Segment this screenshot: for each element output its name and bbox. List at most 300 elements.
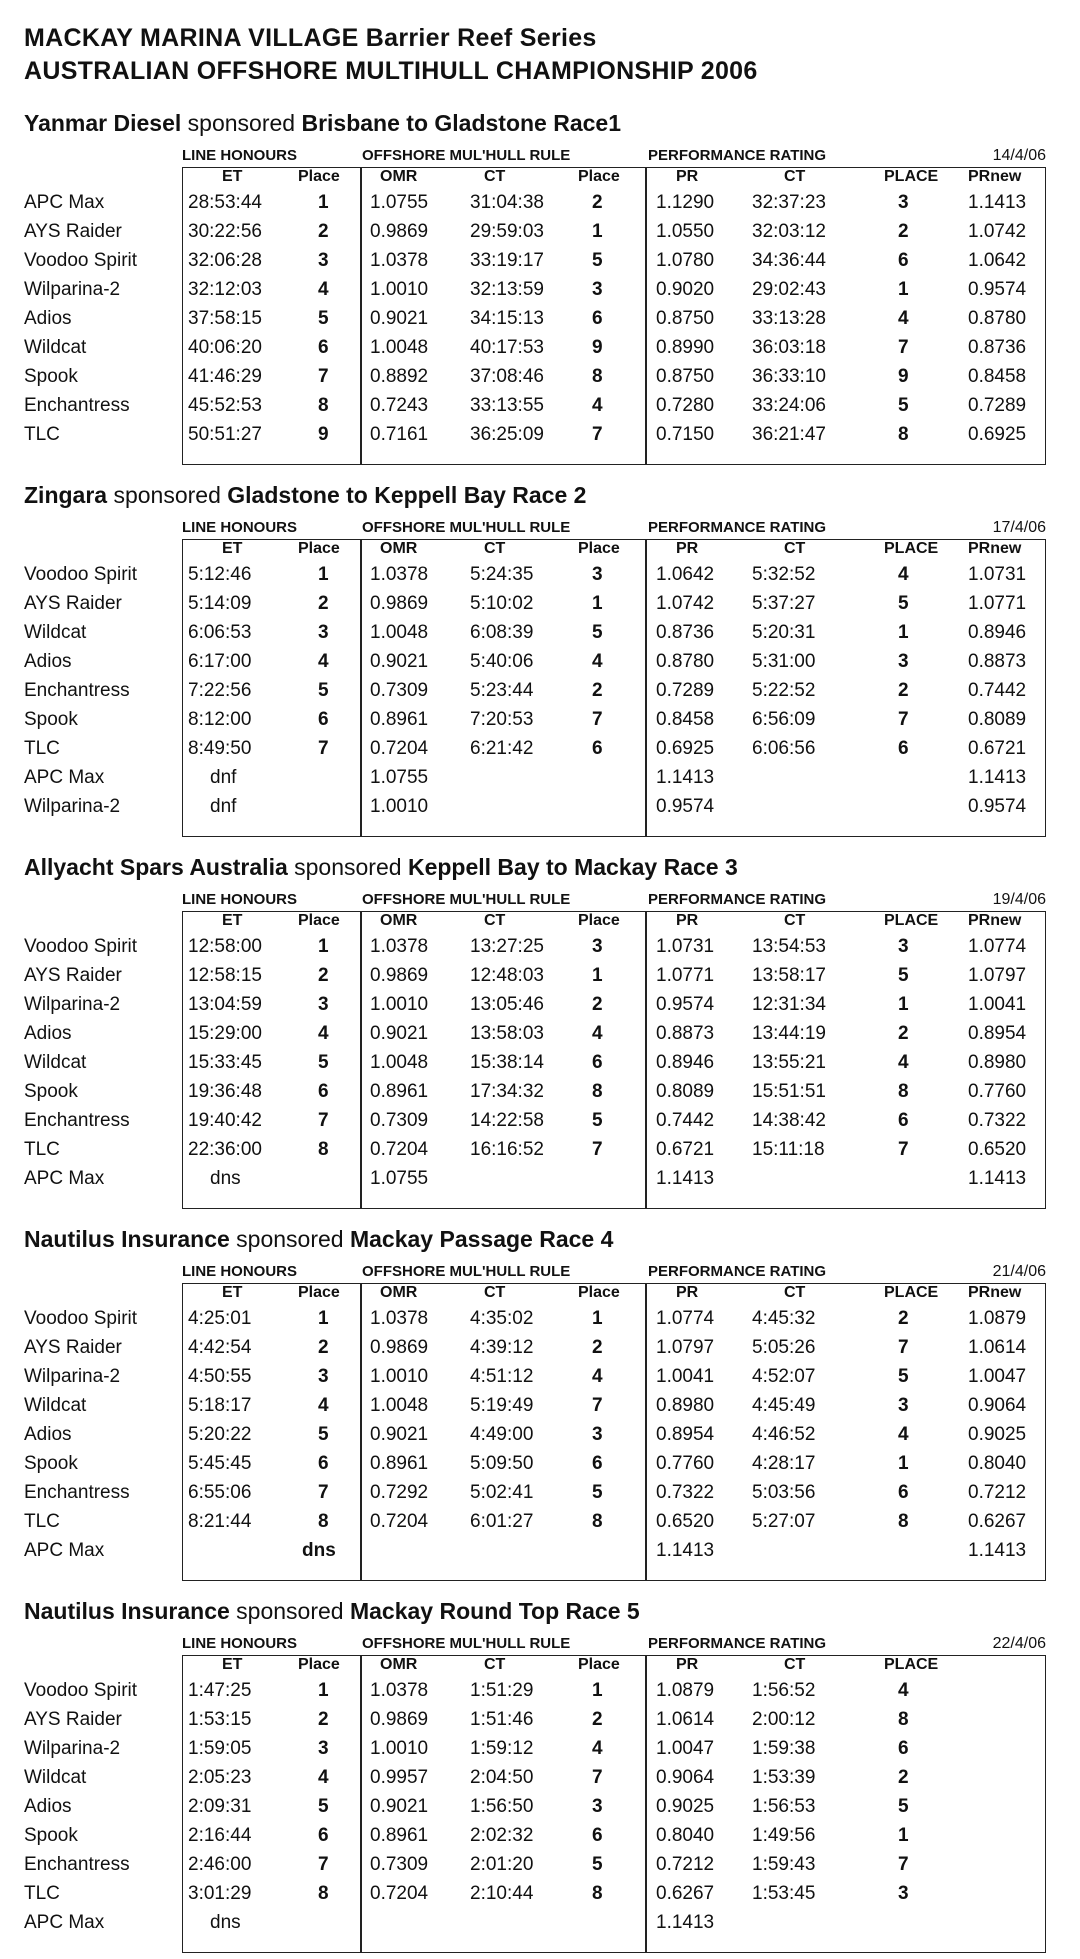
- col-header-omr: OMR: [380, 1656, 418, 1673]
- cell-ct1: 5:09:50: [470, 1453, 534, 1474]
- cell-pp: 5: [898, 1366, 909, 1387]
- table-row: [0, 1081, 1080, 1110]
- race-sponsor: Nautilus Insurance: [24, 1598, 230, 1624]
- cell-pp: 6: [898, 738, 909, 759]
- col-header-ct: CT: [484, 1284, 506, 1301]
- cell-op: 3: [592, 1796, 603, 1817]
- cell-lp: 8: [318, 1511, 329, 1532]
- table-row: [0, 1110, 1080, 1139]
- cell-ct1: 5:02:41: [470, 1482, 534, 1503]
- cell-pp: 7: [898, 1139, 909, 1160]
- table-row: [0, 250, 1080, 279]
- race-heading: [24, 482, 586, 509]
- cell-prn: 0.7442: [968, 680, 1027, 701]
- cell-prn: 0.9025: [968, 1424, 1027, 1445]
- cell-op: 3: [592, 936, 603, 957]
- cell-et: 6:06:53: [188, 622, 252, 643]
- cell-omr: 0.9957: [370, 1767, 429, 1788]
- col-header-pplace: PLACE: [884, 1656, 939, 1673]
- cell-pp: 3: [898, 192, 909, 213]
- cell-omr: 0.8961: [370, 1453, 429, 1474]
- table-row: [0, 366, 1080, 395]
- cell-pr: 1.1413: [656, 1540, 715, 1561]
- cell-et: 5:12:46: [188, 564, 252, 585]
- cell-et: 4:50:55: [188, 1366, 252, 1387]
- race-sponsored-label: sponsored: [236, 1598, 344, 1624]
- cell-pp: 5: [898, 395, 909, 416]
- cell-omr: 1.0010: [370, 1366, 429, 1387]
- cell-prn: 1.0041: [968, 994, 1027, 1015]
- cell-omr: 0.9021: [370, 1023, 429, 1044]
- cell-pr: 0.7212: [656, 1854, 715, 1875]
- table-row: [0, 1052, 1080, 1081]
- cell-prn: 1.1413: [968, 1168, 1027, 1189]
- race-sponsor: Yanmar Diesel: [24, 110, 182, 136]
- cell-boat: Enchantress: [24, 1110, 130, 1131]
- cell-pp: 1: [898, 994, 909, 1015]
- cell-ct1: 1:59:12: [470, 1738, 534, 1759]
- cell-pr: 0.7442: [656, 1110, 715, 1131]
- cell-et: 2:46:00: [188, 1854, 252, 1875]
- cell-pr: 1.0642: [656, 564, 715, 585]
- cell-omr: 1.0010: [370, 1738, 429, 1759]
- cell-et: 30:22:56: [188, 221, 262, 242]
- cell-et: 5:18:17: [188, 1395, 252, 1416]
- table-row: [0, 279, 1080, 308]
- cell-pp: 4: [898, 308, 909, 329]
- cell-boat: Enchantress: [24, 680, 130, 701]
- cell-op: 6: [592, 1052, 603, 1073]
- cell-ct2: 6:56:09: [752, 709, 816, 730]
- table-row: [0, 651, 1080, 680]
- cell-boat: Wilparina-2: [24, 279, 121, 300]
- cell-pr: 0.9574: [656, 994, 715, 1015]
- cell-boat: AYS Raider: [24, 965, 122, 986]
- table-row: [0, 564, 1080, 593]
- cell-pr: 0.7150: [656, 424, 715, 445]
- cell-pp: 8: [898, 1709, 909, 1730]
- cell-omr: 1.0048: [370, 337, 429, 358]
- race-sponsored-label: sponsored: [236, 1226, 344, 1252]
- cell-omr: 1.0755: [370, 192, 429, 213]
- cell-ct2: 5:22:52: [752, 680, 816, 701]
- cell-ct1: 4:35:02: [470, 1308, 534, 1329]
- cell-omr: 0.7243: [370, 395, 429, 416]
- cell-op: 8: [592, 366, 603, 387]
- cell-pp: 2: [898, 1767, 909, 1788]
- cell-prn: 0.6267: [968, 1511, 1027, 1532]
- cell-op: 5: [592, 1482, 603, 1503]
- group-omr: OFFSHORE MUL'HULL RULE: [362, 1263, 571, 1280]
- cell-pp: 1: [898, 1453, 909, 1474]
- cell-prn: 0.8980: [968, 1052, 1027, 1073]
- cell-prn: 0.7212: [968, 1482, 1027, 1503]
- race-number: Race 3: [663, 854, 738, 880]
- cell-op: 4: [592, 651, 603, 672]
- cell-et: dns: [210, 1912, 241, 1933]
- cell-prn: 0.6925: [968, 424, 1027, 445]
- cell-prn: 1.0797: [968, 965, 1027, 986]
- cell-op: 3: [592, 564, 603, 585]
- cell-prn: 0.9064: [968, 1395, 1027, 1416]
- race-route: Keppell Bay to Mackay: [407, 854, 658, 880]
- cell-boat: APC Max: [24, 767, 105, 788]
- cell-ct2: 33:13:28: [752, 308, 826, 329]
- cell-omr: 1.0755: [370, 767, 429, 788]
- cell-ct1: 33:19:17: [470, 250, 544, 271]
- cell-lp: 3: [318, 250, 329, 271]
- cell-ct1: 13:05:46: [470, 994, 544, 1015]
- race-sponsor: Allyacht Spars Australia: [24, 854, 288, 880]
- cell-prn: 0.8458: [968, 366, 1027, 387]
- cell-omr: 1.0755: [370, 1168, 429, 1189]
- cell-lp: 5: [318, 1796, 329, 1817]
- cell-et: 1:47:25: [188, 1680, 252, 1701]
- cell-pr: 1.1413: [656, 767, 715, 788]
- page-title-line1: MACKAY MARINA VILLAGE Barrier Reef Series: [24, 24, 597, 52]
- table-row: [0, 622, 1080, 651]
- cell-boat: Wildcat: [24, 1767, 87, 1788]
- col-header-pplace: PLACE: [884, 1284, 939, 1301]
- cell-et: 32:12:03: [188, 279, 262, 300]
- cell-op: 1: [592, 221, 603, 242]
- cell-boat: Adios: [24, 1796, 72, 1817]
- cell-ct2: 4:46:52: [752, 1424, 816, 1445]
- cell-ct2: 5:31:00: [752, 651, 816, 672]
- cell-et: 41:46:29: [188, 366, 262, 387]
- cell-boat: Voodoo Spirit: [24, 936, 138, 957]
- cell-et: 7:22:56: [188, 680, 252, 701]
- race-sponsor: Zingara: [24, 482, 108, 508]
- cell-pr: 0.8873: [656, 1023, 715, 1044]
- cell-et: 2:05:23: [188, 1767, 252, 1788]
- cell-ct1: 4:39:12: [470, 1337, 534, 1358]
- cell-lp: 7: [318, 1854, 329, 1875]
- cell-omr: 0.7309: [370, 1854, 429, 1875]
- race-number: Race 2: [512, 482, 587, 508]
- race-section: [0, 854, 1080, 1214]
- cell-op: 1: [592, 1680, 603, 1701]
- cell-lp: 7: [318, 1110, 329, 1131]
- col-header-oplace: Place: [578, 912, 620, 929]
- cell-pr: 0.9020: [656, 279, 715, 300]
- col-header-place: Place: [298, 168, 340, 185]
- cell-pr: 0.7322: [656, 1482, 715, 1503]
- cell-pr: 1.0797: [656, 1337, 715, 1358]
- table-row: [0, 1308, 1080, 1337]
- race-section: [0, 482, 1080, 842]
- cell-pr: 0.8946: [656, 1052, 715, 1073]
- cell-pp: 4: [898, 1052, 909, 1073]
- col-header-place: Place: [298, 1656, 340, 1673]
- cell-ct2: 32:37:23: [752, 192, 826, 213]
- cell-et: dnf: [210, 767, 237, 788]
- table-row: [0, 1337, 1080, 1366]
- cell-lp: 5: [318, 308, 329, 329]
- cell-boat: Wildcat: [24, 1052, 87, 1073]
- cell-pp: 3: [898, 1395, 909, 1416]
- cell-lp: 4: [318, 1395, 329, 1416]
- cell-op: 2: [592, 1709, 603, 1730]
- cell-pr: 0.7289: [656, 680, 715, 701]
- cell-ct1: 2:02:32: [470, 1825, 534, 1846]
- cell-boat: Voodoo Spirit: [24, 1680, 138, 1701]
- cell-omr: 0.8961: [370, 1825, 429, 1846]
- cell-op: 4: [592, 395, 603, 416]
- cell-omr: 0.7292: [370, 1482, 429, 1503]
- race-heading: [24, 1226, 613, 1253]
- cell-pp: 1: [898, 622, 909, 643]
- cell-pr: 0.9025: [656, 1796, 715, 1817]
- cell-pr: 0.9064: [656, 1767, 715, 1788]
- group-omr: OFFSHORE MUL'HULL RULE: [362, 147, 571, 164]
- col-header-pr: PR: [676, 168, 699, 185]
- cell-lp: 6: [318, 1081, 329, 1102]
- cell-pr: 1.0879: [656, 1680, 715, 1701]
- cell-omr: 1.0378: [370, 250, 429, 271]
- cell-pp: 8: [898, 1081, 909, 1102]
- cell-lp: 1: [318, 564, 329, 585]
- cell-ct2: 36:03:18: [752, 337, 826, 358]
- col-header-prnew: PRnew: [968, 168, 1022, 185]
- cell-boat: Spook: [24, 709, 78, 730]
- cell-pp: 4: [898, 1680, 909, 1701]
- cell-ct2: 12:31:34: [752, 994, 826, 1015]
- cell-ct1: 1:51:29: [470, 1680, 534, 1701]
- cell-op: 2: [592, 994, 603, 1015]
- cell-boat: APC Max: [24, 1168, 105, 1189]
- cell-op: 2: [592, 1337, 603, 1358]
- cell-ct1: 36:25:09: [470, 424, 544, 445]
- table-row: [0, 1883, 1080, 1912]
- cell-pp: 5: [898, 1796, 909, 1817]
- cell-omr: 0.9869: [370, 221, 429, 242]
- cell-ct2: 5:27:07: [752, 1511, 816, 1532]
- cell-lp: 6: [318, 709, 329, 730]
- cell-boat: APC Max: [24, 192, 105, 213]
- table-row: [0, 1395, 1080, 1424]
- col-header-et: ET: [222, 540, 243, 557]
- cell-ct2: 1:59:38: [752, 1738, 816, 1759]
- cell-et: 5:45:45: [188, 1453, 252, 1474]
- cell-ct2: 4:45:32: [752, 1308, 816, 1329]
- group-performance: PERFORMANCE RATING: [648, 519, 827, 536]
- cell-ct2: 4:28:17: [752, 1453, 816, 1474]
- cell-ct1: 6:21:42: [470, 738, 534, 759]
- cell-omr: 1.0010: [370, 994, 429, 1015]
- group-line-honours: LINE HONOURS: [182, 519, 298, 536]
- cell-pp: 4: [898, 1424, 909, 1445]
- cell-ct1: 5:40:06: [470, 651, 534, 672]
- cell-omr: 1.0048: [370, 1052, 429, 1073]
- col-header-place: Place: [298, 1284, 340, 1301]
- race-section: [0, 1226, 1080, 1586]
- cell-pp: 5: [898, 965, 909, 986]
- cell-pp: 3: [898, 936, 909, 957]
- cell-boat: Spook: [24, 1825, 78, 1846]
- table-row: [0, 221, 1080, 250]
- cell-ct2: 1:56:52: [752, 1680, 816, 1701]
- cell-prn: 1.0879: [968, 1308, 1027, 1329]
- cell-lp: 3: [318, 994, 329, 1015]
- group-line-honours: LINE HONOURS: [182, 891, 298, 908]
- cell-op: 8: [592, 1511, 603, 1532]
- group-performance: PERFORMANCE RATING: [648, 147, 827, 164]
- cell-ct2: 5:03:56: [752, 1482, 816, 1503]
- col-header-ct: CT: [484, 540, 506, 557]
- cell-prn: 1.0771: [968, 593, 1027, 614]
- cell-ct1: 16:16:52: [470, 1139, 544, 1160]
- cell-ct2: 29:02:43: [752, 279, 826, 300]
- col-header-pr: PR: [676, 1284, 699, 1301]
- cell-omr: 1.0378: [370, 936, 429, 957]
- cell-lp: 5: [318, 1052, 329, 1073]
- cell-ct2: 5:37:27: [752, 593, 816, 614]
- table-row: [0, 1796, 1080, 1825]
- cell-lp: 7: [318, 366, 329, 387]
- cell-boat: TLC: [24, 1139, 60, 1160]
- cell-et: 32:06:28: [188, 250, 262, 271]
- cell-pp: 6: [898, 1482, 909, 1503]
- race-route: Brisbane to Gladstone: [301, 110, 547, 136]
- cell-pr: 0.8750: [656, 366, 715, 387]
- race-heading: [24, 110, 621, 137]
- cell-et: 1:53:15: [188, 1709, 252, 1730]
- table-row: [0, 1738, 1080, 1767]
- cell-lp: dns: [302, 1540, 336, 1561]
- cell-lp: 6: [318, 337, 329, 358]
- table-row: [0, 424, 1080, 453]
- cell-ct2: 1:53:39: [752, 1767, 816, 1788]
- cell-boat: Adios: [24, 1424, 72, 1445]
- cell-boat: TLC: [24, 424, 60, 445]
- cell-pr: 0.8954: [656, 1424, 715, 1445]
- cell-ct2: 34:36:44: [752, 250, 826, 271]
- cell-op: 7: [592, 1767, 603, 1788]
- cell-ct2: 36:33:10: [752, 366, 826, 387]
- table-row: [0, 1482, 1080, 1511]
- cell-ct2: 1:59:43: [752, 1854, 816, 1875]
- cell-pp: 6: [898, 1110, 909, 1131]
- cell-pr: 0.9574: [656, 796, 715, 817]
- col-header-prnew: PRnew: [968, 540, 1022, 557]
- cell-ct2: 13:54:53: [752, 936, 826, 957]
- cell-pr: 0.7760: [656, 1453, 715, 1474]
- cell-ct1: 7:20:53: [470, 709, 534, 730]
- col-header-omr: OMR: [380, 540, 418, 557]
- col-header-pplace: PLACE: [884, 540, 939, 557]
- cell-op: 7: [592, 709, 603, 730]
- table-row: [0, 994, 1080, 1023]
- group-performance: PERFORMANCE RATING: [648, 1635, 827, 1652]
- cell-boat: APC Max: [24, 1912, 105, 1933]
- cell-op: 6: [592, 308, 603, 329]
- col-header-et: ET: [222, 168, 243, 185]
- cell-pr: 1.1413: [656, 1912, 715, 1933]
- cell-lp: 1: [318, 1308, 329, 1329]
- col-header-et: ET: [222, 1656, 243, 1673]
- table-row: [0, 709, 1080, 738]
- group-omr: OFFSHORE MUL'HULL RULE: [362, 1635, 571, 1652]
- cell-prn: 0.8873: [968, 651, 1027, 672]
- col-header-ct2: CT: [784, 168, 806, 185]
- cell-op: 9: [592, 337, 603, 358]
- cell-pp: 9: [898, 366, 909, 387]
- cell-omr: 0.9021: [370, 1796, 429, 1817]
- cell-pr: 1.0774: [656, 1308, 715, 1329]
- race-number: Race 5: [565, 1598, 640, 1624]
- table-row: [0, 1424, 1080, 1453]
- cell-boat: Wilparina-2: [24, 1366, 121, 1387]
- cell-ct2: 14:38:42: [752, 1110, 826, 1131]
- race-date: 22/4/06: [992, 1635, 1046, 1652]
- cell-omr: 0.7204: [370, 1511, 429, 1532]
- cell-ct2: 1:56:53: [752, 1796, 816, 1817]
- cell-prn: 0.8089: [968, 709, 1027, 730]
- table-row: [0, 192, 1080, 221]
- cell-pr: 0.7280: [656, 395, 715, 416]
- cell-et: 22:36:00: [188, 1139, 262, 1160]
- race-date: 14/4/06: [992, 147, 1046, 164]
- cell-prn: 0.8040: [968, 1453, 1027, 1474]
- race-route: Mackay Passage: [349, 1226, 533, 1252]
- cell-prn: 0.7760: [968, 1081, 1027, 1102]
- col-header-et: ET: [222, 912, 243, 929]
- cell-omr: 1.0378: [370, 1680, 429, 1701]
- cell-pp: 6: [898, 1738, 909, 1759]
- cell-prn: 1.0731: [968, 564, 1027, 585]
- col-header-pr: PR: [676, 1656, 699, 1673]
- cell-ct1: 1:51:46: [470, 1709, 534, 1730]
- cell-ct1: 15:38:14: [470, 1052, 544, 1073]
- cell-omr: 1.0010: [370, 279, 429, 300]
- cell-boat: TLC: [24, 1883, 60, 1904]
- cell-ct2: 2:00:12: [752, 1709, 816, 1730]
- cell-lp: 9: [318, 424, 329, 445]
- table-row: [0, 1912, 1080, 1941]
- cell-omr: 0.9869: [370, 1337, 429, 1358]
- cell-prn: 1.1413: [968, 767, 1027, 788]
- cell-omr: 0.9021: [370, 1424, 429, 1445]
- cell-lp: 7: [318, 1482, 329, 1503]
- cell-boat: Adios: [24, 651, 72, 672]
- col-header-pplace: PLACE: [884, 168, 939, 185]
- cell-et: 28:53:44: [188, 192, 262, 213]
- cell-prn: 0.6520: [968, 1139, 1027, 1160]
- cell-ct1: 4:51:12: [470, 1366, 534, 1387]
- cell-boat: Spook: [24, 1453, 78, 1474]
- group-omr: OFFSHORE MUL'HULL RULE: [362, 519, 571, 536]
- page-title-line2: AUSTRALIAN OFFSHORE MULTIHULL CHAMPIONSHIP 2006: [24, 57, 758, 85]
- cell-et: 4:42:54: [188, 1337, 252, 1358]
- cell-ct2: 32:03:12: [752, 221, 826, 242]
- cell-pp: 7: [898, 1337, 909, 1358]
- col-header-ct2: CT: [784, 912, 806, 929]
- cell-et: dnf: [210, 796, 237, 817]
- cell-lp: 1: [318, 936, 329, 957]
- cell-ct2: 15:11:18: [752, 1139, 825, 1160]
- race-heading: [24, 854, 738, 881]
- cell-ct1: 40:17:53: [470, 337, 544, 358]
- col-header-pr: PR: [676, 540, 699, 557]
- cell-ct1: 34:15:13: [470, 308, 544, 329]
- cell-lp: 3: [318, 1738, 329, 1759]
- cell-lp: 4: [318, 651, 329, 672]
- col-header-omr: OMR: [380, 912, 418, 929]
- cell-lp: 8: [318, 395, 329, 416]
- cell-ct2: 13:58:17: [752, 965, 826, 986]
- cell-prn: 1.0614: [968, 1337, 1027, 1358]
